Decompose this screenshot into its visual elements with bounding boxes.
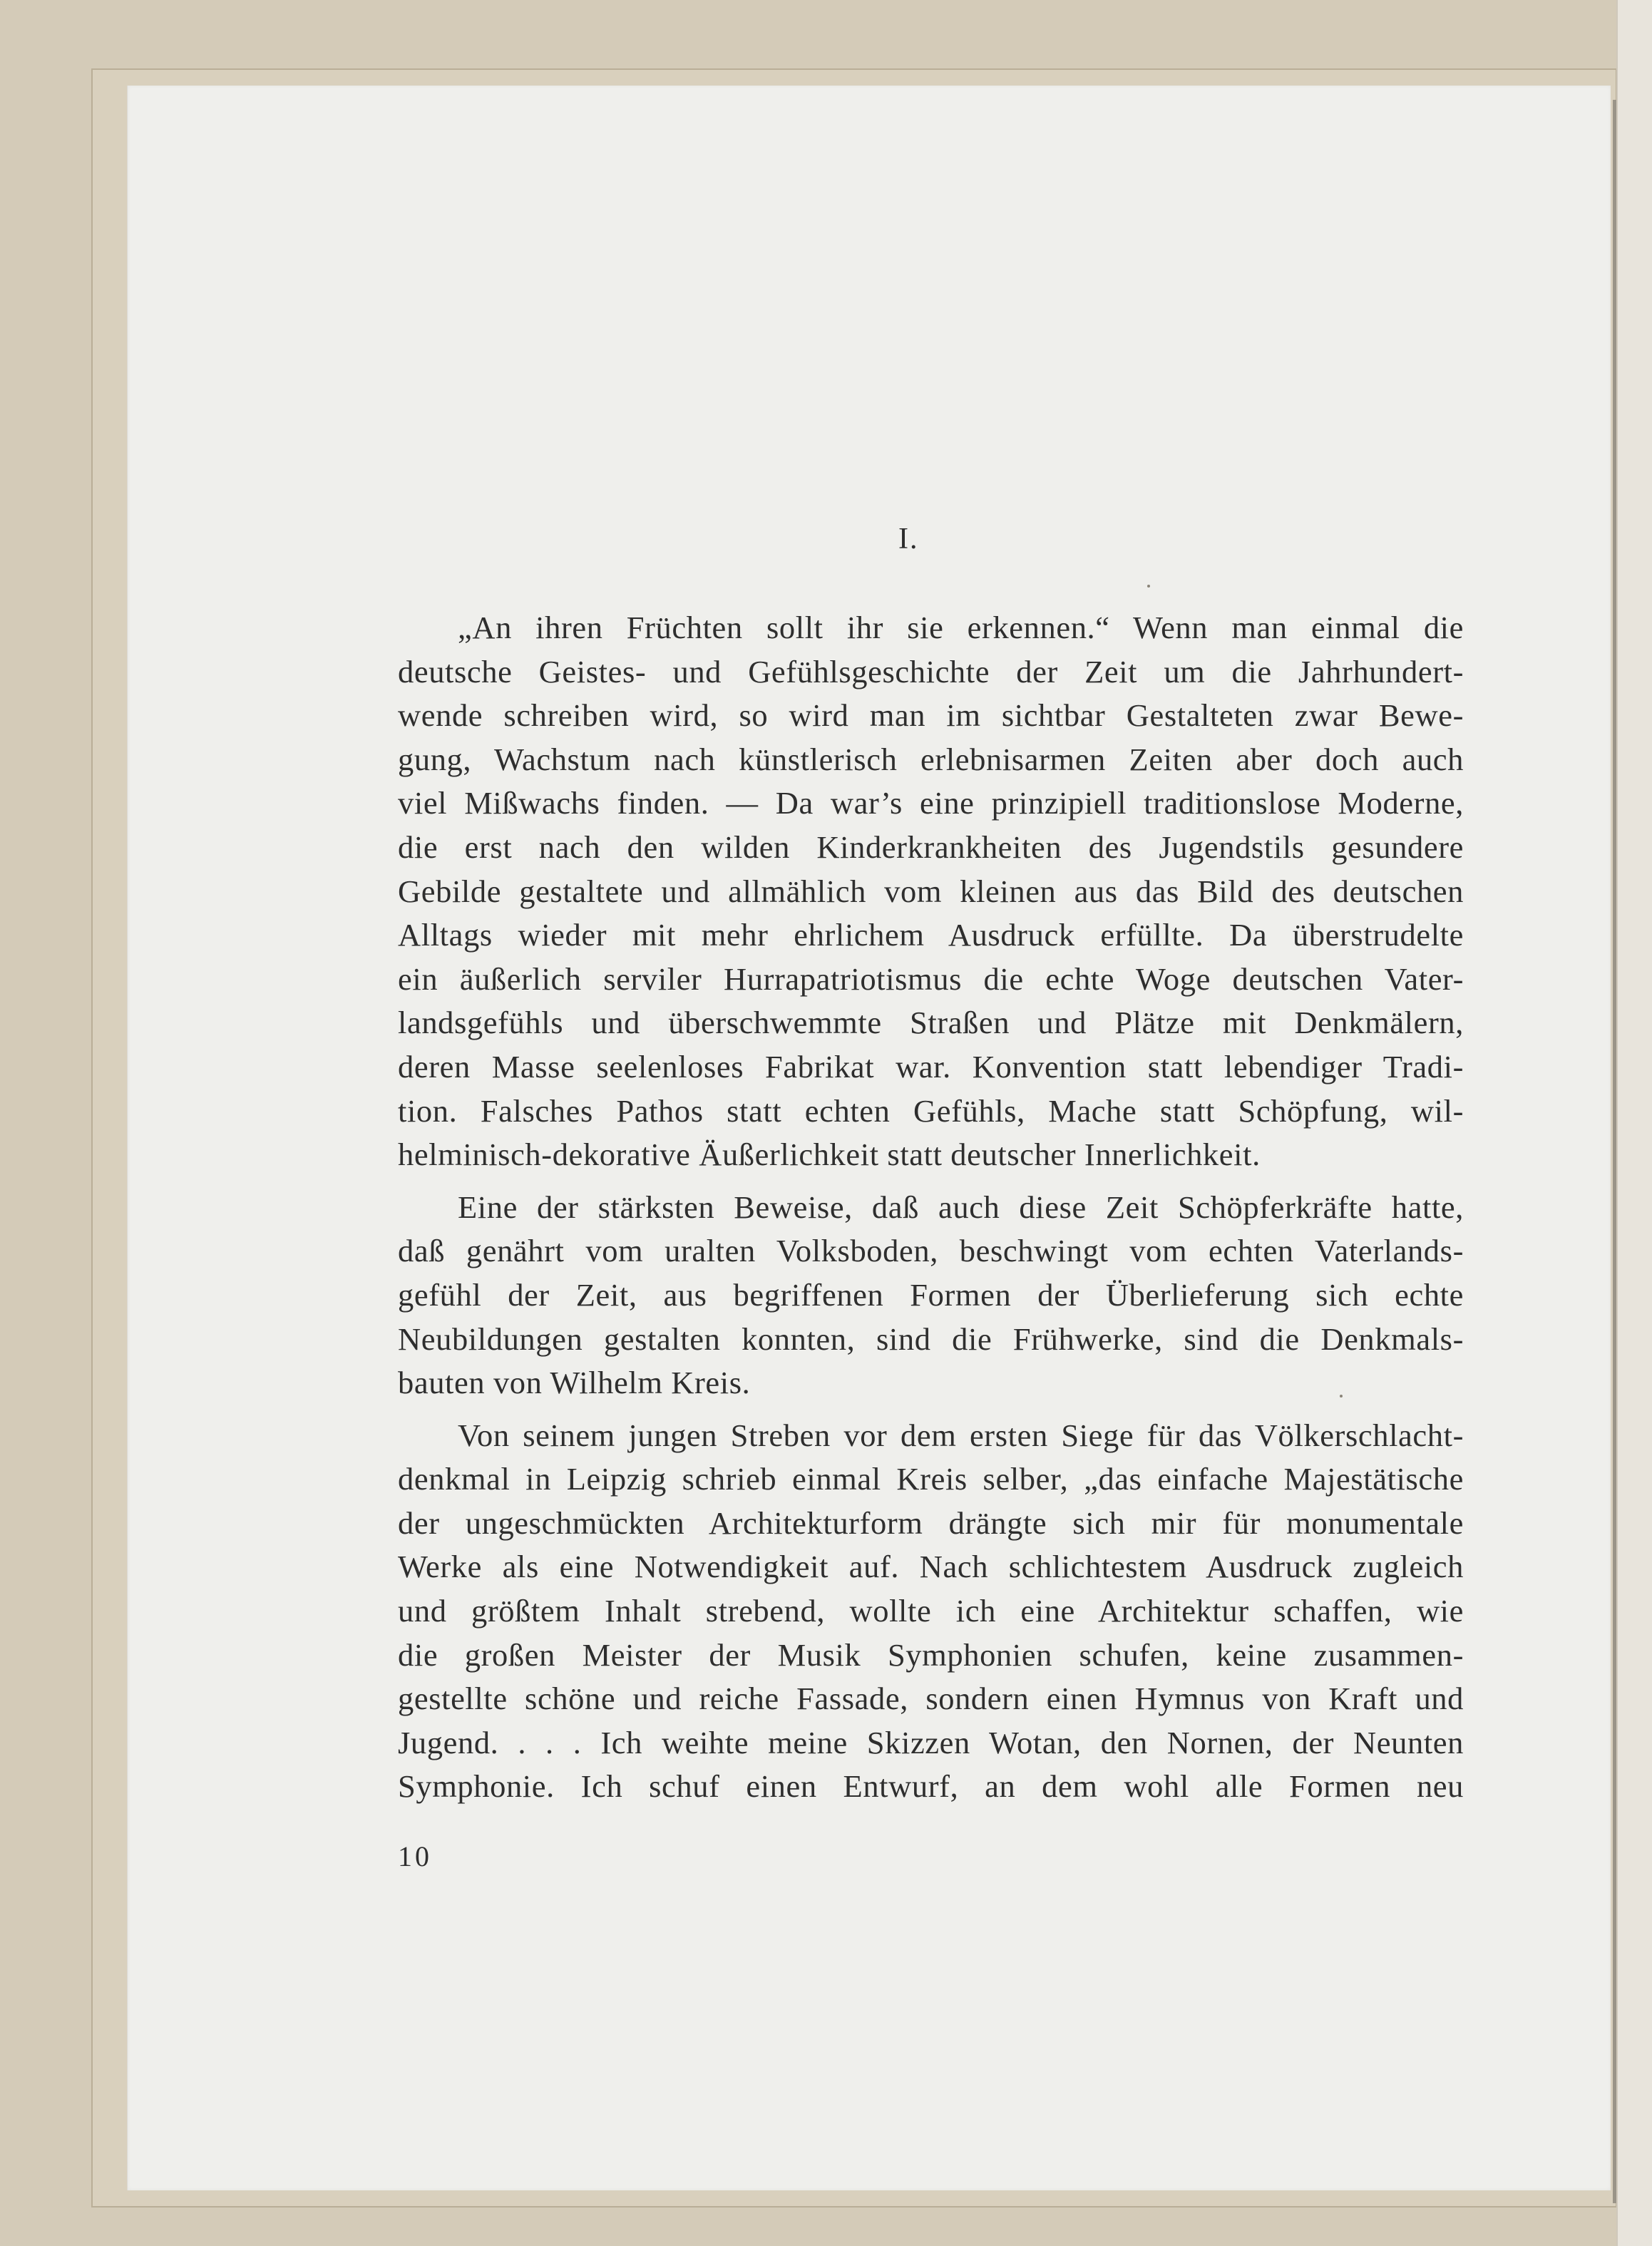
text-line: daß genährt vom uralten Volksboden, beschwingt vom echten Vaterlands- bbox=[398, 1233, 1464, 1269]
paragraph bbox=[398, 1414, 1464, 1809]
text-line: deren Masse seelenloses Fabrikat war. Konvention statt lebendiger Tradi- bbox=[398, 1048, 1464, 1084]
paragraph bbox=[398, 1186, 1464, 1405]
text-line: der ungeschmückten Architekturform drängte sich mir für monumentale bbox=[398, 1504, 1464, 1541]
text-line: denkmal in Leipzig schrieb einmal Kreis selber, „das einfache Majestätische bbox=[398, 1461, 1464, 1497]
text-line: ein äußerlich serviler Hurrapatriotismus die echte Woge deutschen Vater- bbox=[398, 960, 1464, 997]
text-line: helminisch-dekorative Äußerlichkeit statt deutscher Innerlichkeit. bbox=[398, 1137, 1261, 1173]
text-line: Neubildungen gestalten konnten, sind die Frühwerke, sind die Denkmals- bbox=[398, 1321, 1464, 1357]
text-line: viel Mißwachs finden. — Da war’s eine prinzipiell traditionslose Moderne, bbox=[398, 785, 1464, 821]
paragraph bbox=[398, 606, 1464, 1177]
text-line: Symphonie. Ich schuf einen Entwurf, an dem wohl alle Formen neu bbox=[398, 1768, 1464, 1805]
text-line: und größtem Inhalt strebend, wollte ich eine Architektur schaffen, wie bbox=[398, 1593, 1464, 1629]
text-line: „An ihren Früchten sollt ihr sie erkennen.“ Wenn man einmal die bbox=[458, 610, 1464, 645]
text-line: bauten von Wilhelm Kreis. bbox=[398, 1365, 751, 1401]
text-line: Gebilde gestaltete und allmählich vom kleinen aus das Bild des deutschen bbox=[398, 873, 1464, 909]
text-line: Eine der stärksten Beweise, daß auch diese Zeit Schöpferkräfte hatte, bbox=[458, 1189, 1464, 1225]
text-line: Jugend. . . . Ich weihte meine Skizzen Wotan, den Nornen, der Neunten bbox=[398, 1724, 1464, 1760]
body-text bbox=[398, 606, 1464, 1809]
text-line: tion. Falsches Pathos statt echten Gefühls, Mache statt Schöpfung, wil- bbox=[398, 1092, 1464, 1129]
text-line: deutsche Geistes- und Gefühlsgeschichte der Zeit um die Jahrhundert- bbox=[398, 653, 1464, 689]
page-number: 10 bbox=[398, 1840, 432, 1872]
text-line: wende schreiben wird, so wird man im sichtbar Gestalteten zwar Bewe- bbox=[398, 697, 1464, 734]
chapter-numeral: I. bbox=[898, 523, 919, 555]
text-line: gestellte schöne und reiche Fassade, sondern einen Hymnus von Kraft und bbox=[398, 1681, 1464, 1717]
text-line: gefühl der Zeit, aus begriffenen Formen der Überlieferung sich echte bbox=[398, 1276, 1464, 1313]
paper-speck bbox=[1147, 585, 1150, 588]
text-line: die großen Meister der Musik Symphonien schufen, keine zusammen- bbox=[398, 1636, 1464, 1673]
text-line: Von seinem jungen Streben vor dem ersten Siege für das Völkerschlacht- bbox=[458, 1417, 1464, 1453]
text-line: Alltags wieder mit mehr ehrlichem Ausdruck erfüllte. Da überstrudelte bbox=[398, 917, 1464, 953]
text-line: landsgefühls und überschwemmte Straßen und Plätze mit Denkmälern, bbox=[398, 1005, 1464, 1041]
facing-page-edge bbox=[1616, 0, 1652, 2246]
text-line: die erst nach den wilden Kinderkrankheiten des Jugendstils gesundere bbox=[398, 829, 1464, 865]
text-line: Werke als eine Notwendigkeit auf. Nach schlichtestem Ausdruck zugleich bbox=[398, 1549, 1464, 1585]
text-line: gung, Wachstum nach künstlerisch erlebnisarmen Zeiten aber doch auch bbox=[398, 741, 1464, 777]
